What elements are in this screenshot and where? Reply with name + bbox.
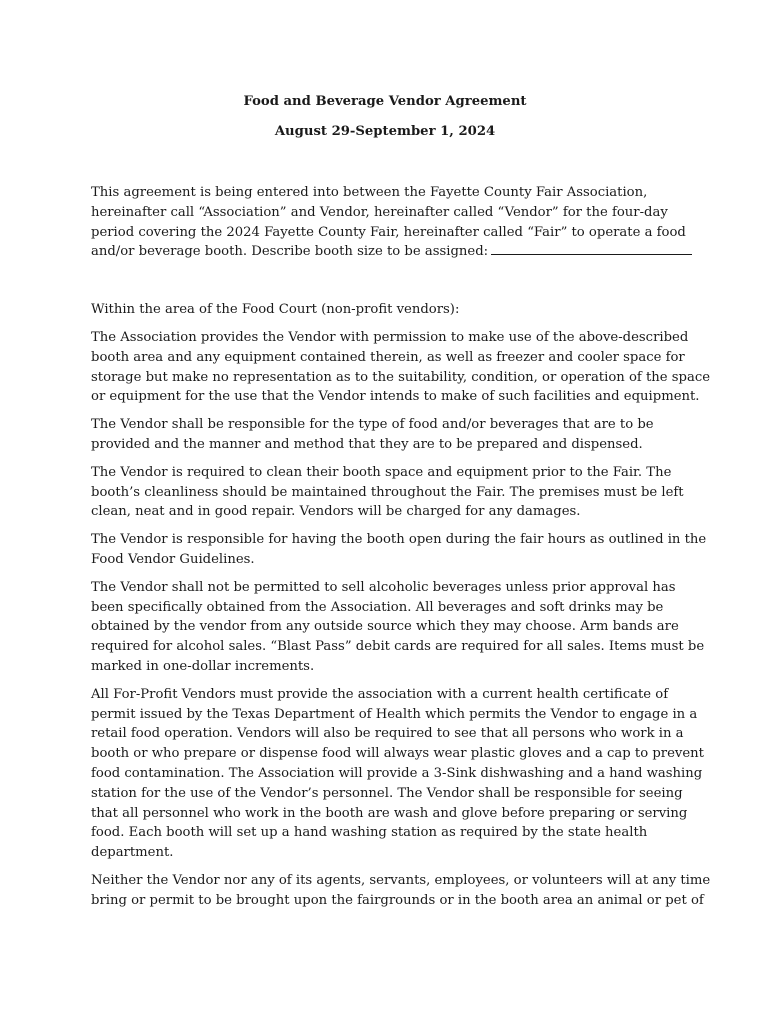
text-line: marked in one-dollar increments.: [91, 658, 315, 674]
booth-size-blank[interactable]: [491, 242, 692, 255]
paragraph-permission: [91, 328, 711, 407]
text-line: provided and the manner and method that they are to be prepared and dispensed.: [91, 436, 643, 452]
text-line: been specifically obtained from the Association. All beverages and soft drinks may be: [91, 599, 664, 615]
text-line: department.: [91, 845, 174, 861]
text-line: booth or who prepare or dispense food will always wear plastic gloves and a cap to prevent: [91, 746, 704, 762]
text-line: period covering the 2024 Fayette County Fair, hereinafter called “Fair” to operate a food: [91, 224, 686, 240]
paragraph-intro: [91, 183, 686, 262]
paragraph-health: [91, 685, 704, 863]
text-line: This agreement is being entered into between the Fayette County Fair Association,: [91, 185, 648, 200]
text-line: station for the use of the Vendor’s personnel. The Vendor shall be responsible for seeing: [91, 785, 683, 801]
text-line: The Vendor is required to clean their booth space and equipment prior to the Fair. The: [91, 464, 672, 480]
text-line: that all personnel who work in the booth are wash and glove before preparing or serving: [91, 805, 688, 821]
text-line: retail food operation. Vendors will also be required to see that all persons who work in a: [91, 726, 684, 742]
text-line: and/or beverage booth. Describe booth size to be assigned:: [91, 244, 489, 260]
text-line: Neither the Vendor nor any of its agents, servants, employees, or volunteers will at any time: [91, 872, 711, 888]
paragraph-cleaning: [91, 463, 684, 522]
text-line: All For-Profit Vendors must provide the association with a current health certificate of: [91, 686, 669, 702]
document-body: [91, 183, 711, 919]
text-line: clean, neat and in good repair. Vendors will be charged for any damages.: [91, 504, 581, 520]
text-line: The Association provides the Vendor with permission to make use of the above-described: [91, 329, 689, 345]
text-line: The Vendor shall not be permitted to sell alcoholic beverages unless prior approval has: [91, 579, 676, 595]
text-line: required for alcohol sales. “Blast Pass” debit cards are required for all sales. Items must be: [91, 639, 705, 655]
text-line: or equipment for the use that the Vendor intends to make of such facilities and equipment.: [91, 389, 700, 405]
document-title: Food and Beverage Vendor Agreement: [243, 94, 527, 109]
paragraph-animals: [91, 871, 711, 911]
document-dates: August 29-September 1, 2024: [274, 124, 496, 139]
text-line-with-blank: [91, 242, 681, 262]
text-line: bring or permit to be brought upon the fairgrounds or in the booth area an animal or pet of: [91, 892, 704, 908]
text-line: Food Vendor Guidelines.: [91, 551, 255, 567]
text-line: The Vendor is responsible for having the booth open during the fair hours as outlined in the: [91, 532, 707, 548]
paragraph-hours: [91, 530, 707, 570]
text-line: booth area and any equipment contained therein, as well as freezer and cooler space for: [91, 349, 685, 365]
text-line: Within the area of the Food Court (non-profit vendors):: [91, 302, 460, 318]
text-line: food. Each booth will set up a hand washing station as required by the state health: [91, 825, 648, 841]
text-line: storage but make no representation as to the suitability, condition, or operation of the space: [91, 369, 711, 385]
paragraph-food-court: [91, 300, 681, 320]
text-line: food contamination. The Association will provide a 3-Sink dishwashing and a hand washing: [91, 765, 703, 781]
text-line: hereinafter call “Association” and Vendor, hereinafter called “Vendor” for the four-day: [91, 204, 668, 220]
paragraph-food-responsibility: [91, 415, 681, 455]
text-line: permit issued by the Texas Department of Health which permits the Vendor to engage in a: [91, 706, 698, 722]
paragraph-alcohol: [91, 578, 705, 677]
text-line: obtained by the vendor from any outside source which they may choose. Arm bands are: [91, 619, 679, 635]
text-line: The Vendor shall be responsible for the type of food and/or beverages that are to be: [91, 417, 654, 433]
text-line: booth’s cleanliness should be maintained throughout the Fair. The premises must be left: [91, 484, 684, 500]
